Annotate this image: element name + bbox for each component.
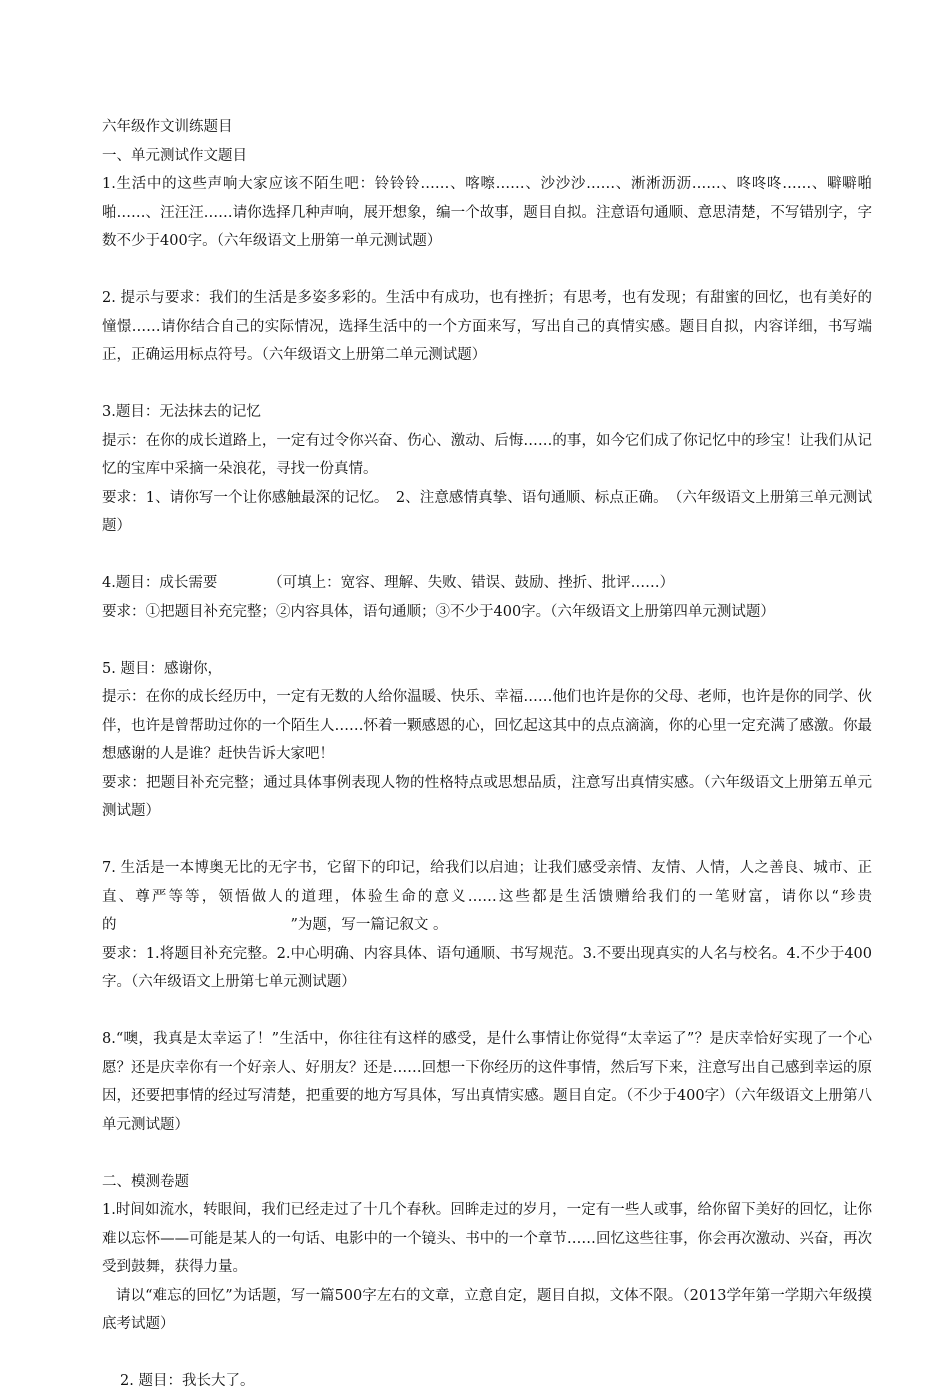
prompt-item-5-requirements: 要求：把题目补充完整；通过具体事例表现人物的性格特点或思想品质，注意写出真情实感。（六年级语文上册第五单元测试题） bbox=[102, 774, 872, 819]
prompt-item-8: 8.“噢，我真是太幸运了！”生活中，你往往有这样的感受，是什么事情让你觉得“太幸运了”？是庆幸恰好实现了一个心愿？还是庆幸你有一个好亲人、好朋友？还是……回想一下你经历的这件事情，然后写下来，注意写出自己感到幸运的原因，还要把事情的经过写清楚，把重要的地方写具体，写出真情实感。题目自定。（不少于400字）（六年级语文上册第八单元测试题） bbox=[102, 1031, 872, 1133]
prompt-item-3-title: 3.题目：无法抹去的记忆 bbox=[102, 404, 261, 420]
prompt-item-3-hint: 提示：在你的成长道路上，一定有过令你兴奋、伤心、激动、后悔……的事，如今它们成了你记忆中的珍宝！让我们从记忆的宝库中采摘一朵浪花，寻找一份真情。 bbox=[102, 432, 872, 477]
section-heading-unit-tests: 一、单元测试作文题目 bbox=[102, 147, 247, 164]
prompt-item-1: 1.生活中的这些声响大家应该不陌生吧：铃铃铃……、喀嚓……、沙沙沙……、淅淅沥沥……、咚咚咚……、噼噼啪啪……、汪汪汪……请你选择几种声响，展开想象，编一个故事，题目自拟。注意语句通顺、意思清楚，不写错别字，字数不少于400字。（六年级语文上册第一单元测试题） bbox=[102, 176, 872, 249]
exam-item-2-title: 2. 题目：我长大了。 bbox=[120, 1373, 255, 1389]
prompt-item-5-hint: 提示：在你的成长经历中，一定有无数的人给你温暖、快乐、幸福……他们也许是你的父母、老师，也许是你的同学、伙伴，也许是曾帮助过你的一个陌生人……怀着一颗感恩的心，回忆起这其中的点点滴滴，你的心里一定充满了感激。你最想感谢的人是谁？赶快告诉大家吧！ bbox=[102, 689, 872, 762]
prompt-item-4-requirements: 要求：①把题目补充完整；②内容具体，语句通顺；③不少于400字。（六年级语文上册第四单元测试题） bbox=[102, 603, 775, 620]
exam-item-1-requirements: 请以“难忘的回忆”为话题，写一篇500字左右的文章，立意自定，题目自拟，文体不限。（2013学年第一学期六年级摸底考试题） bbox=[102, 1287, 872, 1332]
prompt-item-2: 2. 提示与要求：我们的生活是多姿多彩的。生活中有成功，也有挫折；有思考，也有发现；有甜蜜的回忆，也有美好的憧憬……请你结合自己的实际情况，选择生活中的一个方面来写，写出自己的真情实感。题目自拟，内容详细，书写端正，正确运用标点符号。（六年级语文上册第二单元测试题） bbox=[102, 290, 872, 363]
blank-line bbox=[102, 997, 872, 1026]
prompt-item-3-requirements: 要求：1、请你写一个让你感触最深的记忆。 2、注意感情真挚、语句通顺、标点正确。 （六年级语文上册第三单元测试题） bbox=[102, 489, 872, 534]
blank-line bbox=[102, 256, 872, 285]
section-heading-mock-exams: 二、模测卷题 bbox=[102, 1173, 189, 1190]
blank-line bbox=[102, 1139, 872, 1168]
prompt-item-5-title: 5. 题目：感谢你， bbox=[102, 660, 222, 677]
document-title: 六年级作文训练题目 bbox=[102, 119, 233, 135]
blank-line bbox=[102, 1339, 872, 1368]
prompt-item-7-requirements: 要求：1.将题目补充完整。2.中心明确、内容具体、语句通顺、书写规范。3.不要出现真实的人名与校名。4.不少于400字。（六年级语文上册第七单元测试题） bbox=[102, 945, 872, 990]
blank-line bbox=[102, 541, 872, 570]
exam-item-1-body: 1.时间如流水，转眼间，我们已经走过了十几个春秋。回眸走过的岁月，一定有一些人或事，给你留下美好的回忆，让你难以忘怀——可能是某人的一句话、电影中的一个镜头、书中的一个章节……回忆这些往事，你会再次激动、兴奋，再次受到鼓舞，获得力量。 bbox=[102, 1202, 872, 1275]
prompt-item-4-title: 4.题目：成长需要 （可填上：宽容、理解、失败、错误、鼓励、挫折、批评……） bbox=[102, 575, 675, 591]
blank-line bbox=[102, 626, 872, 655]
document-body bbox=[102, 113, 872, 1396]
blank-line bbox=[102, 370, 872, 399]
prompt-item-7-body: 7. 生活是一本博奥无比的无字书，它留下的印记，给我们以启迪；让我们感受亲情、友情、人情，人之善良、城市、正直、尊严等等，领悟做人的道理，体验生命的意义……这些都是生活馈赠给我们的一笔财富，请你以“珍贵的 ”为题，写一篇记叙文 。 bbox=[102, 860, 872, 933]
blank-line bbox=[102, 826, 872, 855]
